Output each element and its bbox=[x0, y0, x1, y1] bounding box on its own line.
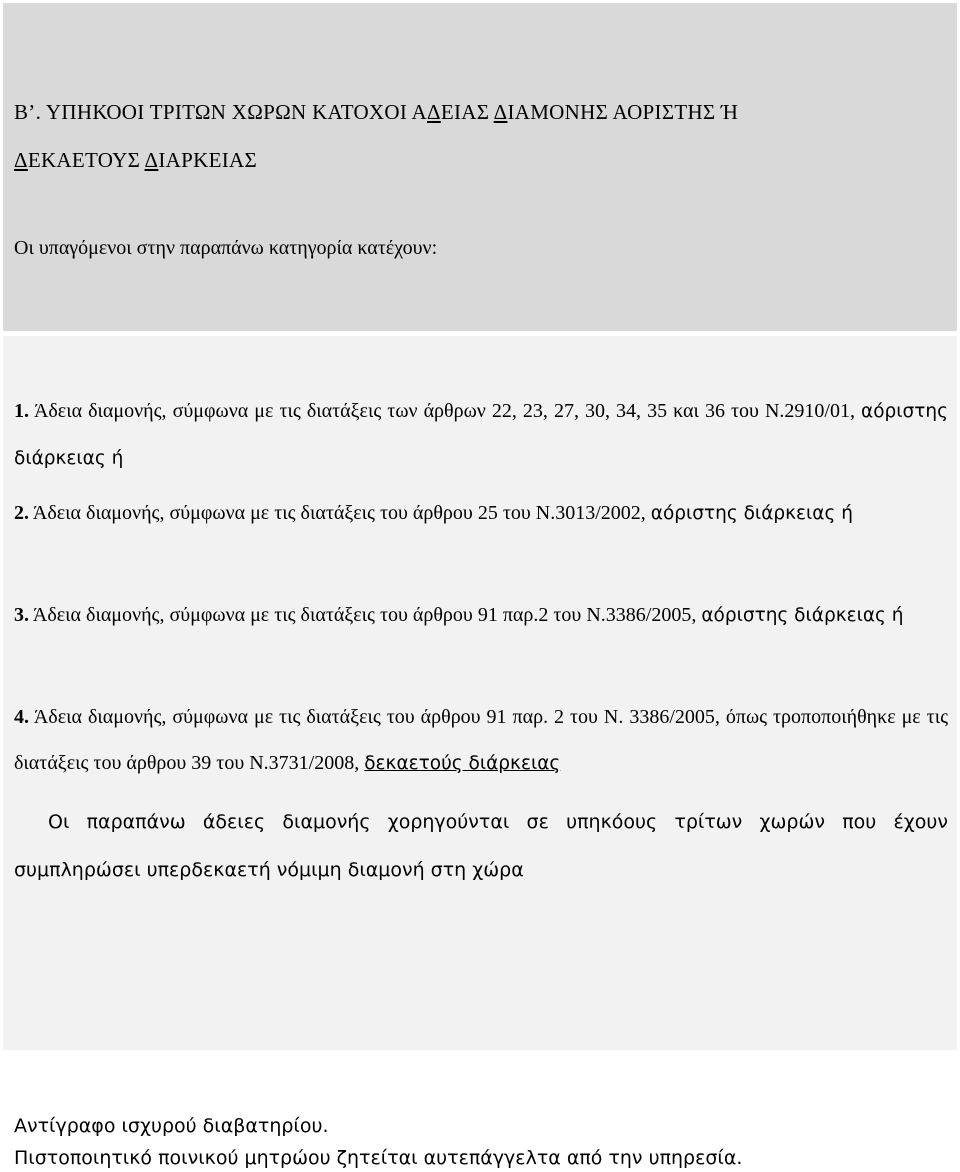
list-item: 3. Άδεια διαμονής, σύμφωνα με τις διατάξεις του άρθρου 91 παρ.2 του Ν.3386/2005, αόριστης διάρκειας ή bbox=[14, 604, 904, 626]
footer-passport-line: Αντίγραφο ισχυρού διαβατηρίου. bbox=[14, 1115, 329, 1137]
intro-text: Οι υπαγόμενοι στην παραπάνω κατηγορία κατέχουν: bbox=[14, 237, 438, 259]
section-heading: Β’. ΥΠΗΚΟΟΙ ΤΡΙΤΩΝ ΧΩΡΩΝ ΚΑΤΟΧΟΙ ΑΔΕΙΑΣ ΔΙΑΜΟΝΗΣ ΑΟΡΙΣΤΗΣ Ή ΔΕΚΑΕΤΟΥΣ ΔΙΑΡΚΕΙΑΣ bbox=[14, 100, 739, 172]
footer-criminal-record-line: Πιστοποιητικό ποινικού μητρώου ζητείται αυτεπάγγελτα από την υπηρεσία. bbox=[14, 1147, 743, 1169]
list-item: 4. Άδεια διαμονής, σύμφωνα με τις διατάξεις του άρθρου 91 παρ. 2 του Ν. 3386/2005, όπως τροποποιήθηκε με τις διατάξεις του άρθρου 39 του Ν.3731/2008, δεκαετούς διάρκειας bbox=[14, 706, 948, 774]
note-text: Οι παραπάνω άδειες διαμονής χορηγούνται σε υπηκόους τρίτων χωρών που έχουν συμπληρώσει υπερδεκαετή νόμιμη διαμονή στη χώρα bbox=[14, 811, 948, 881]
list-item: 2. Άδεια διαμονής, σύμφωνα με τις διατάξεις του άρθρου 25 του Ν.3013/2002, αόριστης διάρκειας ή bbox=[14, 502, 853, 524]
list-item: 1. Άδεια διαμονής, σύμφωνα με τις διατάξεις των άρθρων 22, 23, 27, 30, 34, 35 και 36 του Ν.2910/01, αόριστης διάρκειας ή bbox=[14, 400, 948, 469]
